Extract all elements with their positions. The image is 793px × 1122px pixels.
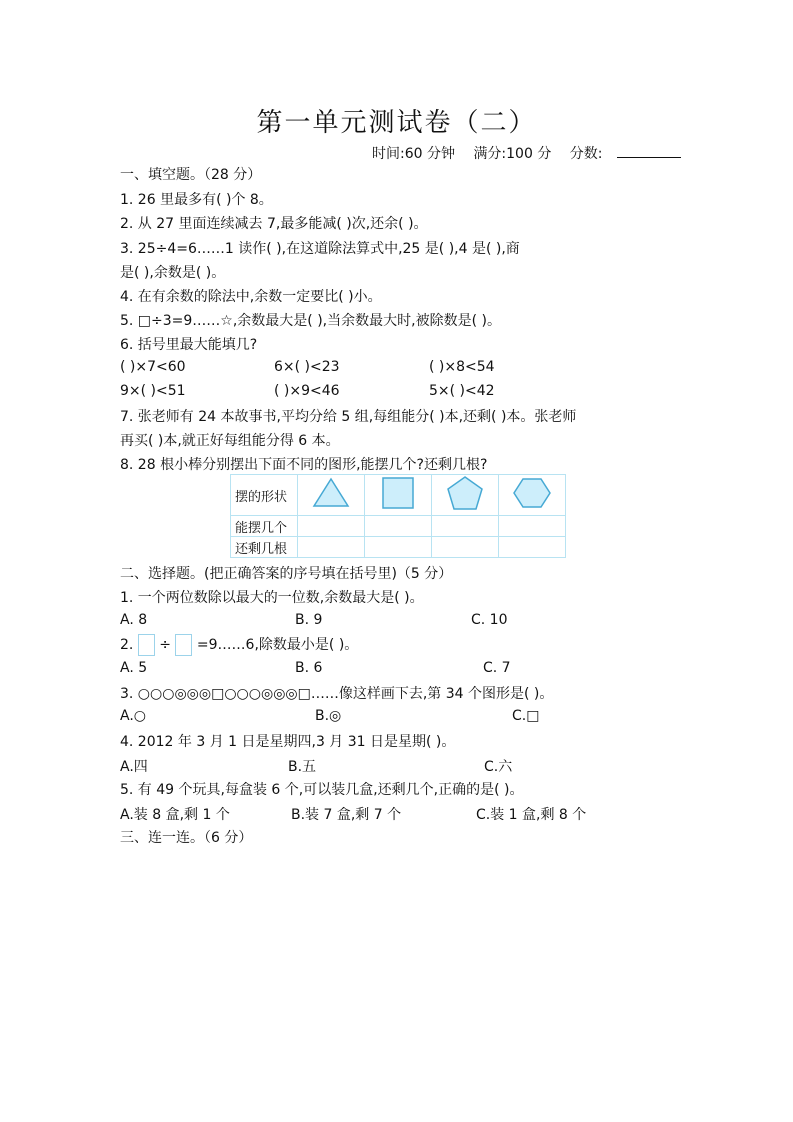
option-a: A.○ — [120, 708, 146, 724]
shapes-table — [230, 474, 566, 558]
full-score: 满分:100 分 — [473, 146, 552, 162]
answer-cell[interactable] — [499, 537, 566, 558]
option-a: A. 5 — [120, 660, 148, 676]
score-label: 分数: — [569, 146, 603, 162]
question-2-4: 4. 2012 年 3 月 1 日是星期四,3 月 31 日是星期( )。 — [120, 734, 456, 750]
q6-item: ( )×9<46 — [274, 383, 340, 399]
q6-item: 9×( )<51 — [120, 383, 186, 399]
q6-item: 5×( )<42 — [429, 383, 495, 399]
row-label-remain: 还剩几根 — [231, 537, 298, 558]
answer-cell[interactable] — [365, 537, 432, 558]
time-limit: 时间:60 分钟 — [372, 146, 455, 162]
question-1-2: 2. 从 27 里面连续减去 7,最多能减( )次,还余( )。 — [120, 216, 428, 232]
answer-cell[interactable] — [432, 537, 499, 558]
pentagon-icon — [432, 475, 499, 516]
section-1-heading: 一、填空题。（28 分） — [120, 167, 262, 183]
option-b: B.装 7 盒,剩 7 个 — [291, 807, 402, 823]
divisor-box[interactable] — [175, 634, 192, 656]
question-1-3-cont: 是( ),余数是( )。 — [120, 265, 226, 281]
question-1-1: 1. 26 里最多有( )个 8。 — [120, 192, 273, 208]
answer-cell[interactable] — [298, 516, 365, 537]
answer-cell[interactable] — [298, 537, 365, 558]
option-c: C.六 — [484, 759, 513, 775]
option-c: C. 10 — [471, 612, 508, 628]
option-a: A. 8 — [120, 612, 148, 628]
question-2-1: 1. 一个两位数除以最大的一位数,余数最大是( )。 — [120, 590, 424, 606]
square-icon — [365, 475, 432, 516]
option-c: C.装 1 盒,剩 8 个 — [476, 807, 587, 823]
q6-item: ( )×7<60 — [120, 359, 186, 375]
hexagon-icon — [499, 475, 566, 516]
question-2-2 — [120, 634, 358, 656]
score-blank[interactable] — [617, 143, 681, 158]
page-title: 第一单元测试卷（二） — [256, 108, 537, 138]
q6-item: ( )×8<54 — [429, 359, 495, 375]
option-c: C.□ — [512, 708, 540, 724]
row-label-shape: 摆的形状 — [231, 475, 298, 516]
dividend-box[interactable] — [138, 634, 155, 656]
option-a: A.四 — [120, 759, 148, 775]
q6-item: 6×( )<23 — [274, 359, 340, 375]
option-a: A.装 8 盒,剩 1 个 — [120, 807, 230, 823]
question-1-7-cont: 再买( )本,就正好每组能分得 6 本。 — [120, 433, 340, 449]
question-1-6: 6. 括号里最大能填几? — [120, 337, 258, 353]
option-b: B. 6 — [295, 660, 323, 676]
section-2-heading: 二、选择题。(把正确答案的序号填在括号里)（5 分） — [120, 566, 453, 582]
option-c: C. 7 — [483, 660, 511, 676]
row-label-count: 能摆几个 — [231, 516, 298, 537]
option-b: B. 9 — [295, 612, 323, 628]
question-1-3: 3. 25÷4=6……1 读作( ),在这道除法算式中,25 是( ),4 是( ),商 — [120, 241, 520, 257]
option-b: B.◎ — [315, 708, 342, 724]
question-text: =9……6,除数最小是( )。 — [196, 637, 359, 653]
divide-sign: ÷ — [159, 637, 171, 653]
question-1-8: 8. 28 根小棒分别摆出下面不同的图形,能摆几个?还剩几根? — [120, 457, 488, 473]
answer-cell[interactable] — [432, 516, 499, 537]
question-2-5: 5. 有 49 个玩具,每盒装 6 个,可以装几盒,还剩几个,正确的是( )。 — [120, 782, 524, 798]
answer-cell[interactable] — [499, 516, 566, 537]
option-b: B.五 — [288, 759, 317, 775]
section-3-heading: 三、连一连。（6 分） — [120, 830, 253, 846]
question-1-5: 5. □÷3=9……☆,余数最大是( ),当余数最大时,被除数是( )。 — [120, 313, 501, 329]
answer-cell[interactable] — [365, 516, 432, 537]
question-1-4: 4. 在有余数的除法中,余数一定要比( )小。 — [120, 289, 382, 305]
triangle-icon — [298, 475, 365, 516]
question-number: 2. — [120, 637, 134, 653]
exam-meta — [372, 143, 695, 163]
question-1-7: 7. 张老师有 24 本故事书,平均分给 5 组,每组能分( )本,还剩( )本。张老师 — [120, 409, 577, 425]
question-2-3: 3. ○○○◎◎◎□○○○◎◎◎□……像这样画下去,第 34 个图形是( )。 — [120, 686, 554, 702]
